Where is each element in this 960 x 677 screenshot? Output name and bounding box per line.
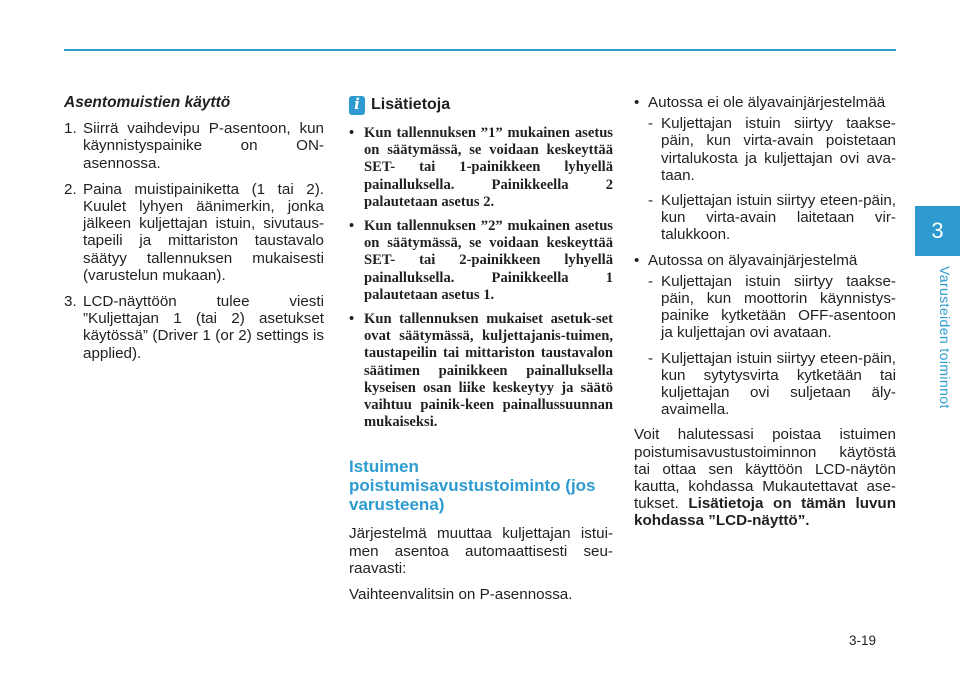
column-2 [349,94,613,612]
info-text: Kun tallennuksen mukaiset asetuk-set ovat säätymässä, kuljettajanis-tuimen, taustapeilin tai mittariston taustavalon säätimen painikkeen painalluksella kyseisen osan liike keskeytyy ja säätö vaihtuu painik-keen painallussuunnan mukaiseksi. [364,311,613,431]
dash-item [648,115,896,184]
section-title: Istuimen poistumisavustustoiminto (jos varusteena) [349,457,596,515]
dash-item [648,350,896,419]
chapter-label: Varusteiden toiminnot [937,266,953,409]
bullet-text: Autossa ei ole älyavainjärjestelmää [648,94,886,111]
section-heading: Asentomuistien käyttö [64,94,231,111]
dash-item [648,192,896,244]
dash-icon: - [648,192,654,210]
dash-icon: - [648,349,654,367]
info-item [349,311,613,431]
dash-text: Kuljettajan istuin siirtyy eteen-päin, kun virta-avain laitetaan vir-talukkoon. [661,192,896,244]
item-text: Siirrä vaihdevipu P-asentoon, kun käynnistyspainike on ON-asennossa. [83,120,324,172]
chapter-tab [915,206,960,256]
bullet-icon: • [349,218,355,235]
info-text: Kun tallennuksen ”1” mukainen asetus on säätymässä, se voidaan keskeyttää SET- tai 1-painikkeen lyhyellä painalluksella. Painikkeella 2 palautetaan asetus 2. [364,125,613,210]
dash-text: Kuljettajan istuin siirtyy eteen-päin, kun sytytysvirta kytketään tai kuljettajan ovi suljetaan äly-avaimella. [661,349,896,419]
bullet-icon: • [349,311,355,328]
bullet-item [634,252,896,269]
item-text: Paina muistipainiketta (1 tai 2). Kuulet lyhyen äänimerkin, jonka jälkeen kuljettajan istuin, sivutaus-tapeili ja mittariston taustavalo säätyy tallennuksen mukaisesti (varustelun mukaan). [83,180,324,284]
info-text: Kun tallennuksen ”2” mukainen asetus on säätymässä, se voidaan keskeyttää SET- tai 2-painikkeen lyhyellä painalluksella. Painikkeella 1 palautetaan asetus 1. [364,218,613,303]
item-number: 3. [64,293,77,311]
page-number: 3-19 [849,633,877,648]
closing-reference: Lisätietoja on tämän luvun kohdassa ”LCD-näyttö”. [634,495,896,530]
dash-item [648,273,896,342]
info-icon: i [349,96,365,115]
bullet-icon: • [634,94,640,111]
dash-icon: - [648,115,654,133]
column-3 [634,94,896,539]
list-item [64,181,324,284]
info-title: Lisätietoja [371,96,451,114]
bullet-icon: • [349,125,355,141]
paragraph: Järjestelmä muuttaa kuljettajan istui-men asentoa automaattisesti seu-raavasti: [349,525,613,577]
list-item [64,293,324,362]
closing-text: Voit halutessasi poistaa istuimen poistumisavustustoiminnon käytöstä tai ottaa sen käyttöön LCD-näytön kautta, kohdassa Mukautettavat ase-tukset. [634,426,896,513]
bullet-text: Autossa on älyavainjärjestelmä [648,251,858,269]
dash-icon: - [648,272,654,290]
closing-paragraph [634,426,896,529]
info-item [349,218,613,304]
bullet-item [634,94,896,111]
list-item [64,120,324,172]
column-1 [64,94,324,371]
info-box-header [349,94,613,116]
bullet-icon: • [634,251,640,269]
item-number: 2. [64,180,77,198]
dash-text: Kuljettajan istuin siirtyy taakse-päin, kun moottorin käynnistys-painike kytketään OFF-asentoon ja kuljettajan ovi avataan. [661,272,896,342]
chapter-number: 3 [931,218,944,243]
item-text: LCD-näyttöön tulee viesti ”Kuljettajan 1 (tai 2) asetukset käytössä” (Driver 1 (or 2) settings is applied). [83,293,324,362]
header-rule [64,49,896,51]
info-item [349,125,613,211]
dash-text: Kuljettajan istuin siirtyy taakse-päin, kun virta-avain poistetaan virtalukosta ja kuljettajan ovi ava-taan. [661,115,896,184]
paragraph: Vaihteenvalitsin on P-asennossa. [349,586,573,604]
item-number: 1. [64,120,77,138]
